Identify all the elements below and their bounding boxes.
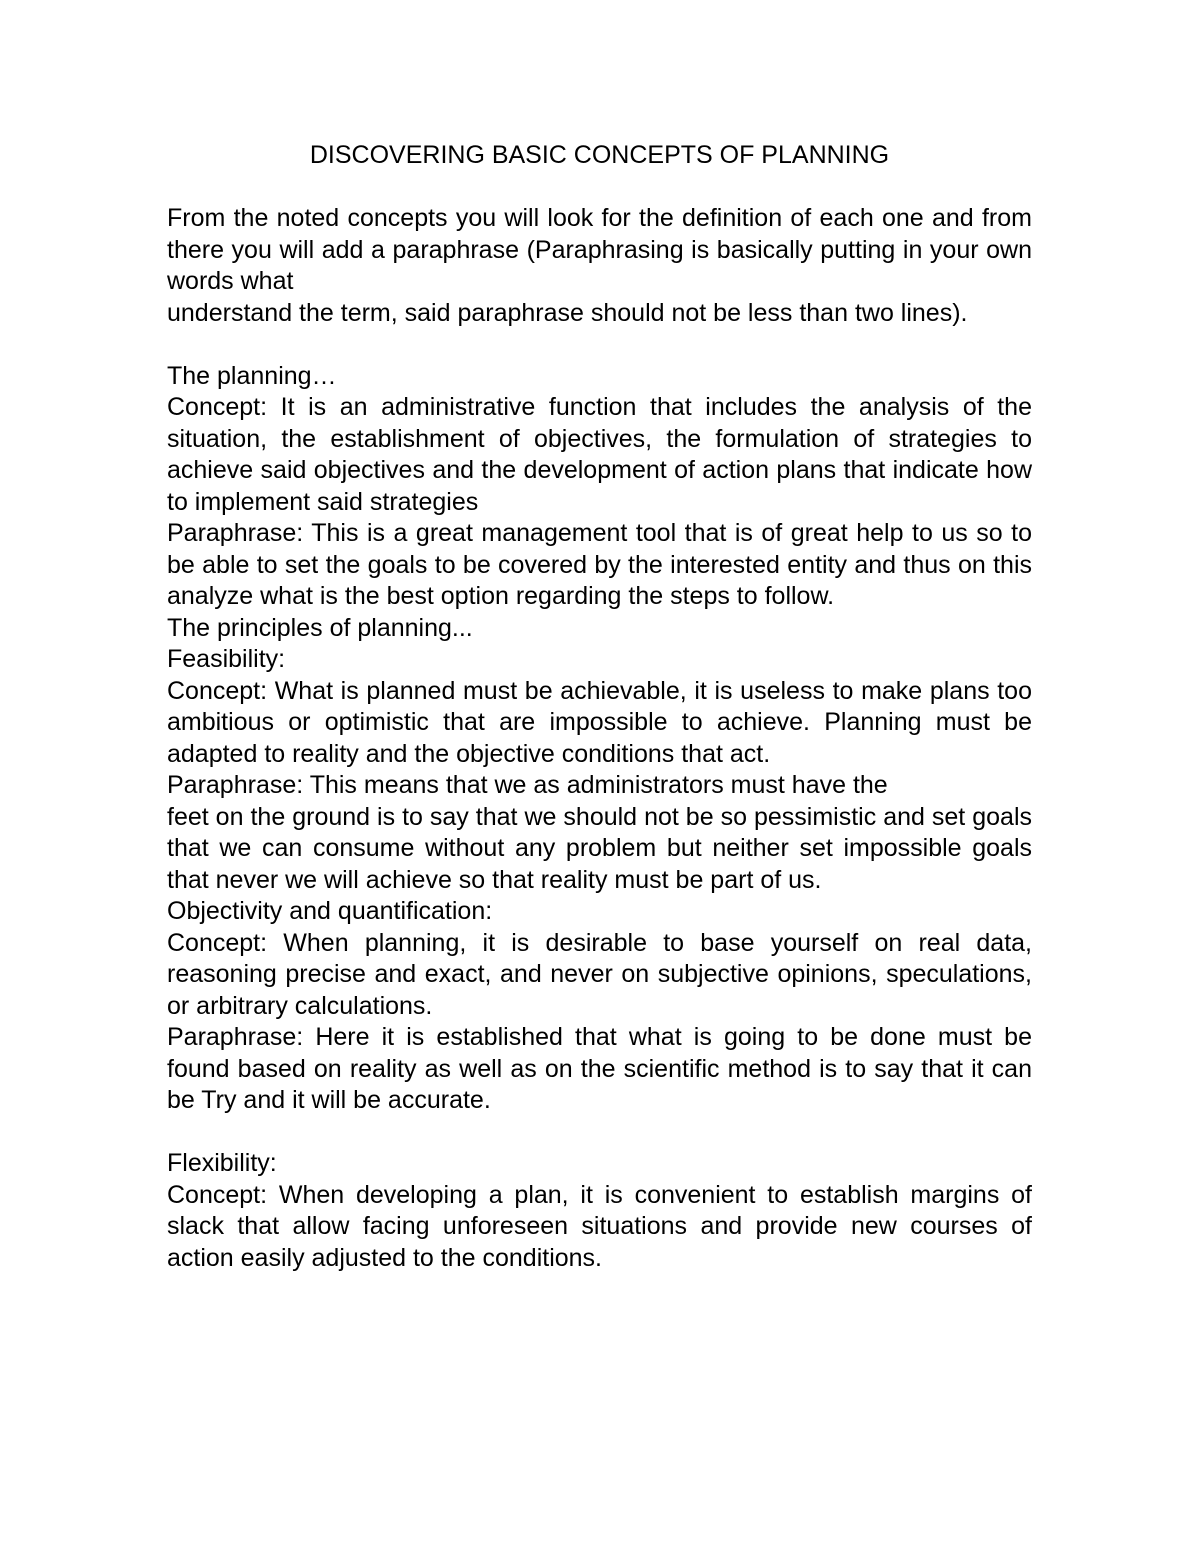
feasibility-paraphrase-continued: feet on the ground is to say that we should not be so pessimistic and set goals that we can consume without any problem but neither set impossible goals that never we will achieve so that reality must be part of us.	[167, 802, 1032, 894]
objectivity-heading: Objectivity and quantification:	[167, 897, 493, 925]
planning-paraphrase: Paraphrase: This is a great management tool that is of great help to us so to be able to set the goals to be covered by the interested entity and thus on this analyze what is the best option regarding the steps to follow.	[167, 519, 1032, 610]
document-body	[167, 140, 1032, 1274]
principles-heading: The principles of planning...	[167, 613, 473, 642]
feasibility-paraphrase: Paraphrase: This means that we as administrators must have the	[167, 771, 888, 799]
feasibility-concept: Concept: What is planned must be achievable, it is useless to make plans too ambitious or optimistic that are impossible to achieve. Planning must be adapted to reality and the objective conditions that act.	[167, 676, 1032, 768]
flexibility-concept: Concept: When developing a plan, it is convenient to establish margins of slack that allow facing unforeseen situations and provide new courses of action easily adjusted to the conditions.	[167, 1180, 1032, 1272]
flexibility-heading: Flexibility:	[167, 1149, 277, 1177]
spacer	[167, 329, 1032, 361]
intro-paragraph-continued: understand the term, said paraphrase should not be less than two lines).	[167, 298, 968, 327]
objectivity-concept: Concept: When planning, it is desirable to base yourself on real data, reasoning precise and exact, and never on subjective opinions, speculations, or arbitrary calculations.	[167, 928, 1032, 1020]
planning-concept: Concept: It is an administrative function that includes the analysis of the situation, the establishment of objectives, the formulation of strategies to achieve said objectives and the development of action plans that indicate how to implement said strategies	[167, 393, 1032, 516]
spacer	[167, 1117, 1032, 1149]
document-title: DISCOVERING BASIC CONCEPTS OF PLANNING	[309, 141, 890, 169]
planning-heading: The planning…	[167, 361, 337, 390]
feasibility-heading: Feasibility:	[167, 645, 286, 673]
objectivity-paraphrase: Paraphrase: Here it is established that what is going to be done must be found based on reality as well as on the scientific method is to say that it can be Try and it will be accurate.	[167, 1023, 1032, 1114]
intro-paragraph: From the noted concepts you will look for the definition of each one and from there you will add a paraphrase (Paraphrasing is basically putting in your own words what	[167, 204, 1032, 295]
